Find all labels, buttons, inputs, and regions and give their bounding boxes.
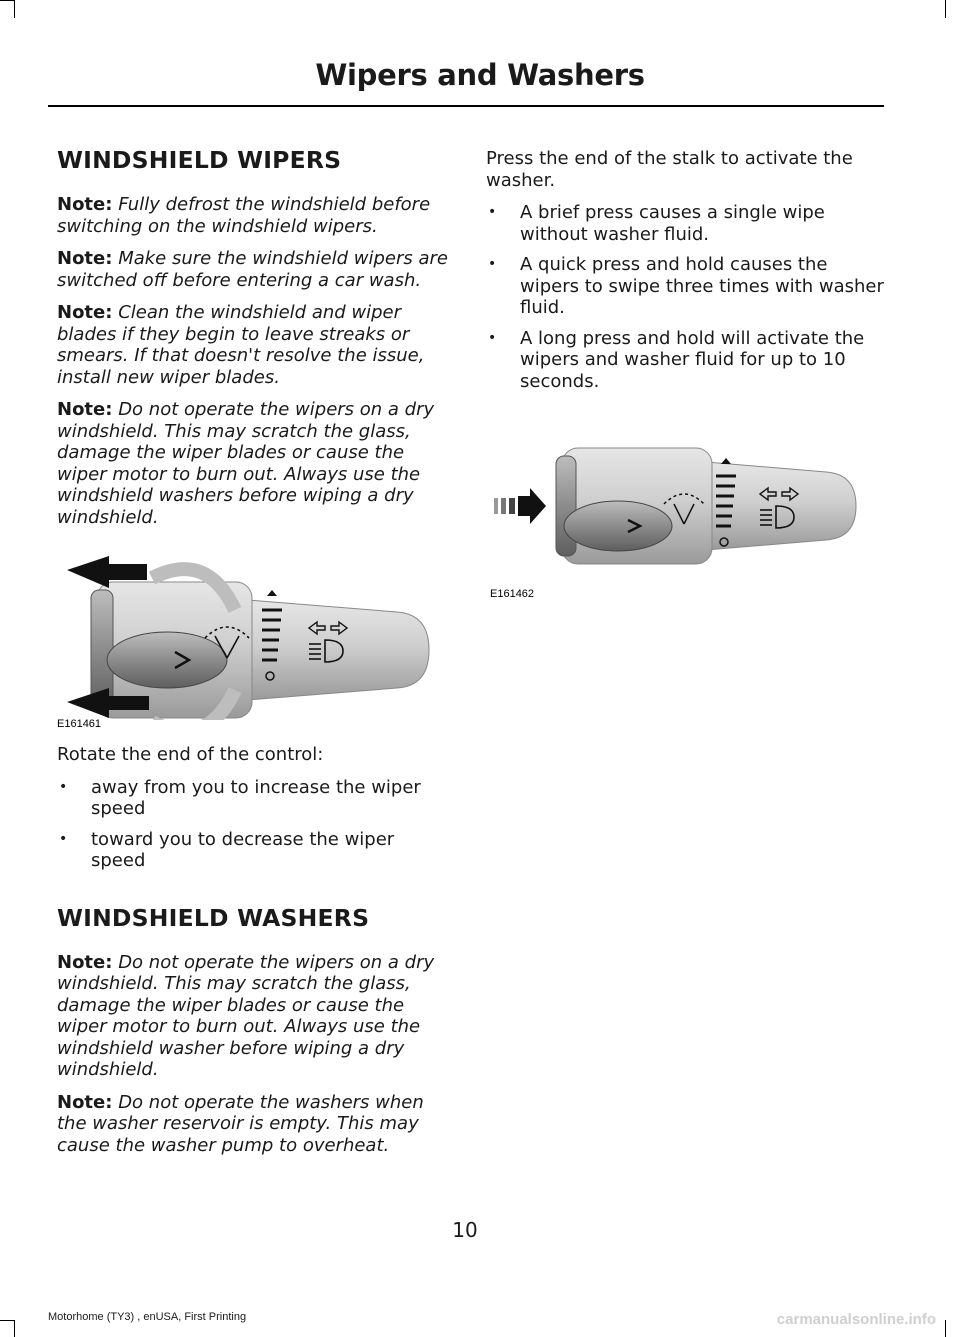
note-label: Note:	[57, 194, 113, 215]
crop-mark	[0, 1320, 14, 1321]
crop-mark	[945, 1320, 946, 1337]
figure-wiper-press	[486, 442, 886, 602]
note-label: Note:	[57, 302, 113, 323]
crop-mark	[14, 0, 15, 18]
watermark: carmanualsonline.info	[776, 1311, 936, 1328]
note	[57, 248, 449, 291]
figure-id: E161462	[490, 588, 535, 600]
right-column	[486, 148, 886, 616]
list-item: • away from you to increase the wiper speed	[57, 777, 449, 820]
note-text: Do not operate the wipers on a dry windshield. This may scratch the glass, damage the wiper blades or cause the wiper motor to burn out. Always use the windshield washer before wiping a dry windshield.	[57, 951, 435, 1080]
body-text: Rotate the end of the control:	[57, 744, 324, 765]
crop-mark	[14, 1320, 15, 1337]
figure-id: E161461	[57, 718, 102, 730]
note	[57, 952, 449, 1081]
wiper-stalk-rotate-illustration	[57, 550, 437, 720]
note-text: Clean the windshield and wiper blades if they begin to leave streaks or smears. If that doesn't resolve the issue, install new wiper blades.	[57, 302, 425, 388]
list-item: • toward you to decrease the wiper speed	[57, 829, 449, 872]
page-number: 10	[452, 1218, 478, 1242]
bullet-list	[57, 777, 449, 872]
section-heading-washers: WINDSHIELD WASHERS	[57, 903, 370, 932]
note-text: Make sure the windshield wipers are switched off before entering a car wash.	[57, 248, 449, 291]
list-item: • A long press and hold will activate the wipers and washer fluid for up to 10 seconds.	[486, 328, 886, 393]
section-heading-wipers: WINDSHIELD WIPERS	[57, 146, 342, 174]
note-text: Do not operate the washers when the washer reservoir is empty. This may cause the washer pump to overheat.	[57, 1091, 424, 1156]
note-label: Note:	[57, 1091, 113, 1113]
note	[57, 1092, 449, 1157]
note-text: Do not operate the wipers on a dry windshield. This may scratch the glass, damage the wiper blades or cause the wiper motor to burn out. Always use the windshield washers before wiping a dry windshield.	[57, 399, 435, 528]
header-divider	[48, 105, 884, 107]
bullet-list	[486, 202, 886, 392]
note-label: Note:	[57, 951, 113, 973]
note	[57, 302, 449, 388]
list-item: • A brief press causes a single wipe without washer fluid.	[486, 202, 886, 245]
note-text: Fully defrost the windshield before switching on the windshield wipers.	[57, 194, 431, 237]
list-item: • A quick press and hold causes the wipers to swipe three times with washer fluid.	[486, 254, 886, 319]
note-label: Note:	[57, 248, 113, 269]
crop-mark	[945, 0, 946, 18]
note-label: Note:	[57, 399, 113, 420]
body-text: Press the end of the stalk to activate the washer.	[486, 148, 853, 191]
figure-wiper-rotate	[57, 550, 449, 730]
left-column	[57, 146, 449, 1167]
page-title: Wipers and Washers	[315, 58, 645, 92]
footer-text: Motorhome (TY3) , enUSA, First Printing	[48, 1311, 247, 1323]
note	[57, 399, 449, 528]
crop-mark	[0, 0, 14, 1]
note	[57, 194, 449, 237]
wiper-stalk-press-illustration	[486, 442, 866, 572]
